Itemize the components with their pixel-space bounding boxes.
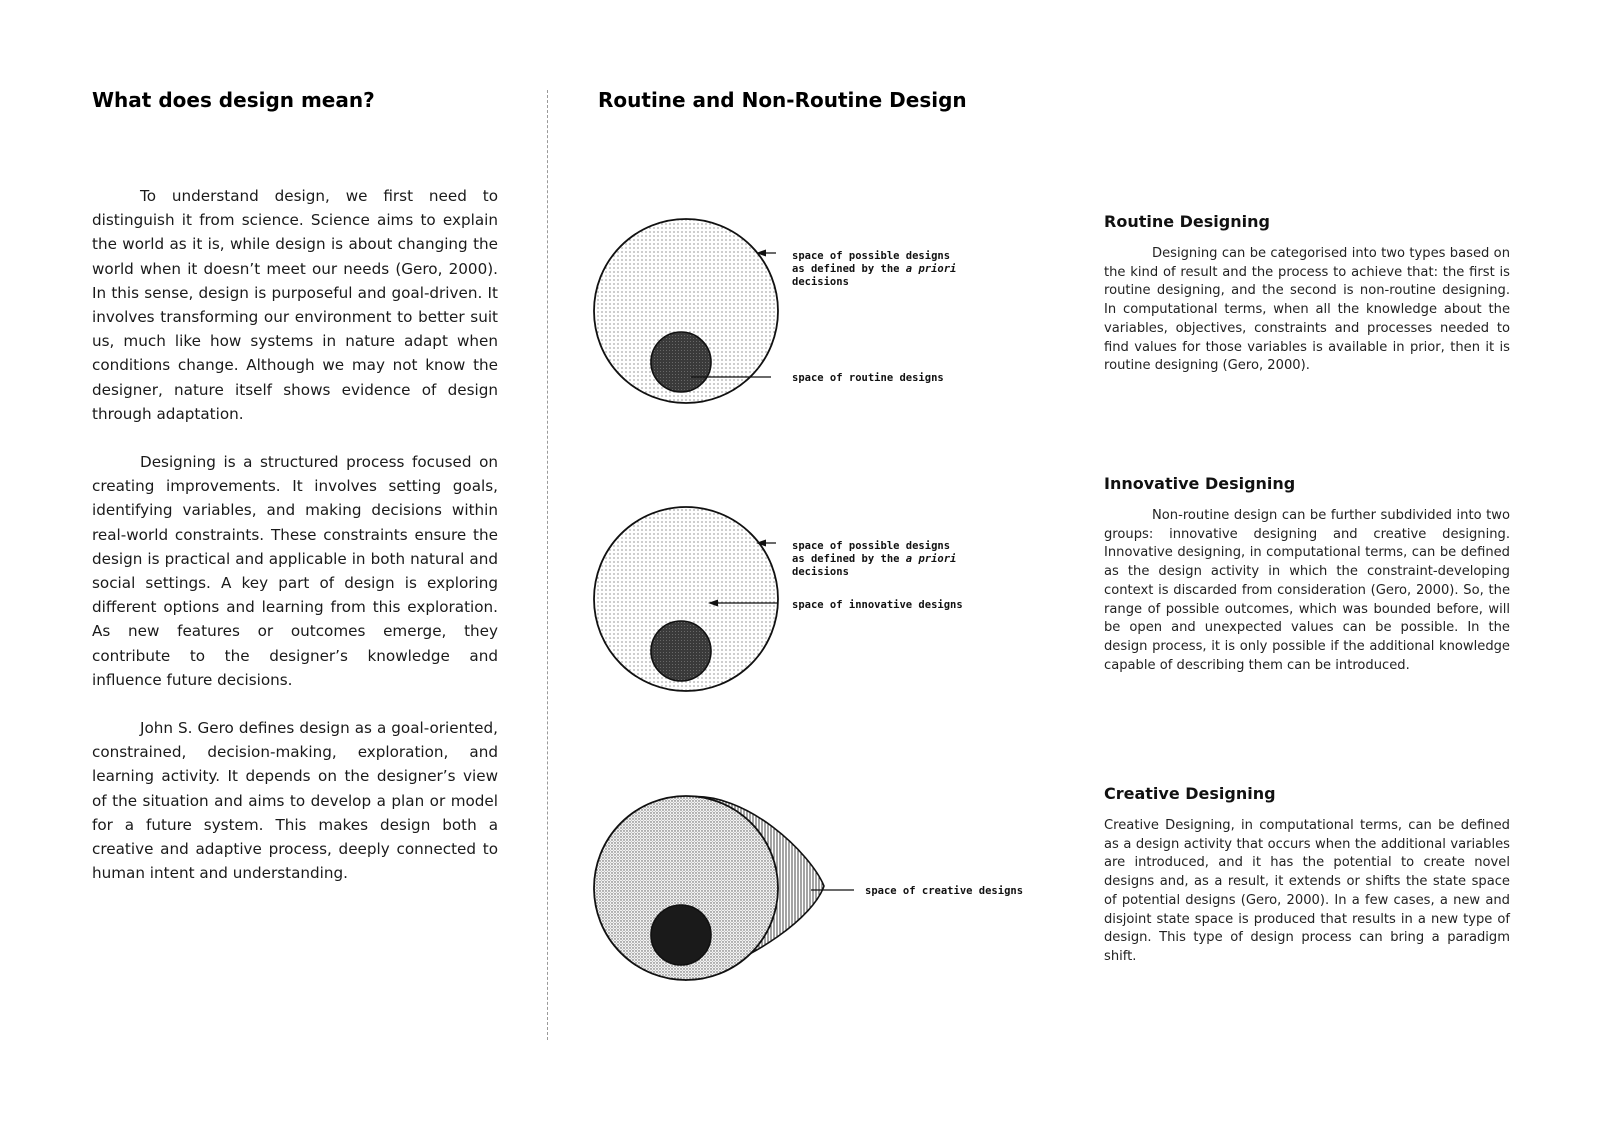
section-text: Designing can be categorised into two types based on the kind of result and the process to achieve that: the first is routine designing, and the second is non-routine designing. In computational terms, when all the knowledge about the variables, objectives, constraints and processes needed to find values for those variables is available in prior, then it is routine designing (Gero, 2000). [1104,246,1510,374]
diagram-label: space of creative designs [865,885,1024,897]
routine-designs-space [651,905,711,965]
creative-design-diagram [596,794,1024,994]
diagram-label: decisions [792,566,849,578]
column-divider [547,90,548,1040]
section-heading: Innovative Designing [1104,474,1296,493]
innovative-design-diagram [596,504,1016,704]
diagram-label: as defined by the a priori [792,553,957,565]
section-text: Creative Designing, in computational terms, can be defined as a design activity that occurs when the additional variables are introduced, and it has the potential to create novel designs and, as a result, it extends or shifts the state space of potential designs (Gero, 2000). In a few cases, a new and disjoint state space is produced that results in a new type of design. This type of design process can bring a paradigm shift. [1104,818,1510,964]
body-paragraph: John S. Gero defines design as a goal-oriented, constrained, decision-making, exploration, and learning activity. It depends on the designer’s view of the situation and aims to develop a plan or model for a future system. This makes design both a creative and adaptive process, deeply connected to human intent and understanding. [92,719,498,883]
left-body-text [92,184,498,909]
innovative-designing-section [1104,474,1510,675]
diagram-label: space of possible designs [792,540,951,552]
creative-designing-section [1104,784,1510,967]
routine-design-diagram [596,214,1016,414]
section-heading: Creative Designing [1104,784,1276,803]
routine-designs-space [651,621,711,681]
left-page-title: What does design mean? [92,88,375,112]
diagram-label: decisions [792,276,849,288]
diagram-label: space of possible designs [792,250,951,262]
routine-designs-space [651,332,711,392]
right-page-title: Routine and Non-Routine Design [598,88,967,112]
diagram-label: as defined by the a priori [792,263,957,275]
body-paragraph: To understand design, we first need to distinguish it from science. Science aims to explain the world as it is, while design is about changing the world when it doesn’t meet our needs (Gero, 2000). In this sense, design is purposeful and goal-driven. It involves transforming our environment to better suit us, much like how systems in nature adapt when conditions change. Although we may not know the designer, nature itself shows evidence of design through adaptation. [92,187,498,423]
section-heading: Routine Designing [1104,212,1270,231]
section-text: Non-routine design can be further subdivided into two groups: innovative designing and creative designing. Innovative designing, in computational terms, can be defined as the design activity in which the constraint-developing context is discarded from consideration (Gero, 2000). So, the range of possible outcomes, which was bounded before, will be open and unexpected values can be possible. In the design process, it is only possible if the additional knowledge capable of describing them can be introduced. [1104,508,1510,673]
body-paragraph: Designing is a structured process focused on creating improvements. It involves setting goals, identifying variables, and making decisions within real-world constraints. These constraints ensure the design is practical and applicable in both natural and social settings. A key part of design is exploring different options and learning from this exploration. As new features or outcomes emerge, they contribute to the designer’s knowledge and influence future decisions. [92,453,498,689]
diagram-label: space of routine designs [792,372,944,384]
diagram-label: space of innovative designs [792,599,963,611]
routine-designing-section [1104,212,1510,376]
